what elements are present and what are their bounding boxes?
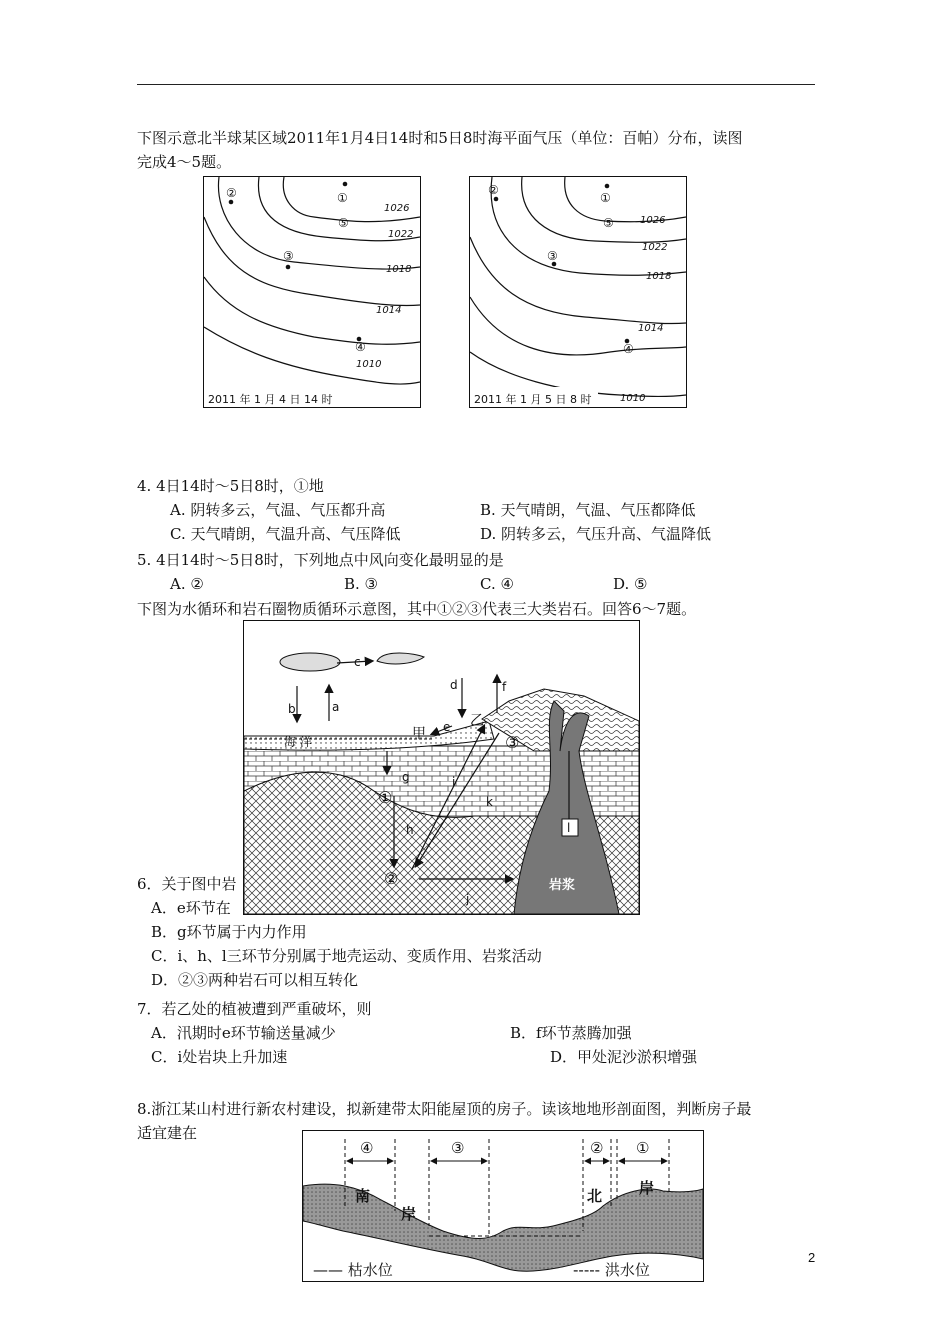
q4-option-c: C. 天气晴朗，气温升高、气压降低 [170, 525, 401, 543]
q7-stem: 7．若乙处的植被遭到严重破坏，则 [137, 1000, 372, 1018]
label-c: c [354, 655, 361, 669]
question-7 [137, 997, 817, 1069]
q4-option-d: D. 阴转多云，气压升高、气温降低 [480, 525, 712, 543]
isobar-label: 1014 [638, 323, 664, 334]
header-rule [137, 84, 815, 85]
isobar-1018 [218, 177, 420, 269]
q6-option-b: B．g环节属于内力作用 [151, 923, 307, 941]
map2-caption: 2011 年 1 月 5 日 8 时 [474, 393, 592, 406]
isobar-label: 1010 [356, 359, 382, 370]
isobar-label: 1018 [646, 271, 672, 282]
terrain-profile-diagram [302, 1130, 704, 1282]
label-b: b [288, 702, 296, 716]
zone-4-label: ④ [360, 1139, 374, 1157]
label-k: k [486, 795, 493, 809]
label-g: g [402, 770, 410, 784]
q7-option-c: C．i处岩块上升加速 [151, 1048, 288, 1066]
point-label: ⑤ [603, 216, 614, 230]
north-label: 北 [587, 1187, 603, 1205]
isobar-label: 1022 [642, 242, 668, 253]
point-label: ③ [283, 249, 294, 263]
q5-option-d: D. ⑤ [613, 575, 648, 593]
point-label: ② [488, 183, 499, 197]
isobar-label: 1022 [388, 229, 414, 240]
question-5 [137, 548, 817, 596]
zone-3-label: ③ [451, 1139, 465, 1157]
point-2-dot [229, 200, 234, 205]
page-number: 2 [808, 1250, 816, 1265]
label-f: f [502, 680, 507, 694]
point-label: ② [226, 186, 237, 200]
point-2-dot [494, 197, 499, 202]
isobar-1018 [491, 177, 686, 275]
terrain-profile-svg [303, 1131, 703, 1281]
cloud-1 [280, 653, 340, 671]
map1-caption: 2011 年 1 月 4 日 14 时 [208, 393, 333, 406]
isobar-label: 1014 [376, 305, 402, 316]
isobar-1026 [565, 177, 686, 222]
shore-2-label: 岸 [639, 1179, 655, 1197]
isobar-map-jan4-svg [204, 177, 420, 407]
zone-2-label: ② [590, 1139, 604, 1157]
point-label: ④ [623, 342, 634, 356]
cloud-2 [377, 653, 424, 664]
q6-stem: 6．关于图中岩 [137, 875, 237, 893]
point-label: ① [337, 191, 348, 205]
isobar-map-jan5 [469, 176, 687, 408]
q4-option-b: B. 天气晴朗，气温、气压都降低 [480, 501, 696, 519]
isobar-1022 [522, 177, 686, 242]
point-1-dot [605, 184, 610, 189]
q7-option-d: D．甲处泥沙淤积增强 [550, 1048, 698, 1066]
intro-paragraph-1 [137, 126, 817, 174]
q8-line-1: 8.浙江某山村进行新农村建设，拟新建带太阳能屋顶的房子。读该地地形剖面图，判断房子最 [137, 1100, 752, 1118]
intro-1-line-1: 下图示意北半球某区域2011年1月4日14时和5日8时海平面气压（单位：百帕）分布，读图 [137, 129, 743, 147]
q5-stem: 5. 4日14时～5日8时，下列地点中风向变化最明显的是 [137, 551, 504, 569]
q4-option-a: A. 阴转多云，气温、气压都升高 [170, 501, 386, 519]
label-a: a [332, 700, 340, 714]
rock-water-cycle-svg [244, 621, 639, 914]
label-e: e [443, 720, 451, 734]
q8-line-2: 适宜建在 [137, 1124, 198, 1142]
label-i: i [452, 775, 456, 789]
q5-option-b: B. ③ [344, 575, 379, 593]
point-label: ④ [355, 340, 366, 354]
q5-option-a: A. ② [170, 575, 204, 593]
intro-1-line-2: 完成4～5题。 [137, 153, 232, 171]
q6-option-c: C．i、h、l三环节分别属于地壳运动、变质作用、岩浆活动 [151, 947, 542, 965]
point-label: ① [600, 191, 611, 205]
q6-option-a: A．e环节在 [151, 899, 231, 917]
q6-option-d: D．②③两种岩石可以相互转化 [151, 971, 359, 989]
label-h: h [406, 823, 414, 837]
label-rock-2: ② [384, 869, 399, 888]
question-4 [137, 474, 817, 546]
point-1-dot [343, 182, 348, 187]
isobar-map-jan4 [203, 176, 421, 408]
south-label: 南 [355, 1187, 371, 1205]
zone-1-label: ① [636, 1139, 650, 1157]
isobar-label: 1010 [620, 393, 646, 404]
intro-paragraph-2: 下图为水循环和岩石圈物质循环示意图，其中①②③代表三大类岩石。回答6～7题。 [137, 600, 697, 618]
label-ocean: 海 洋 [284, 735, 312, 749]
label-yi: 乙 [470, 713, 484, 729]
shore-label: 岸 [401, 1205, 417, 1223]
q7-option-a: A．汛期时e环节输送量减少 [151, 1024, 336, 1042]
label-l: l [567, 821, 571, 835]
isobar-map-jan5-svg [470, 177, 686, 407]
label-d: d [450, 678, 458, 692]
isobar-1026 [283, 177, 420, 222]
rock-water-cycle-diagram [243, 620, 640, 915]
label-rock-1: ① [378, 788, 393, 807]
label-magma: 岩浆 [549, 878, 576, 893]
isobar-label: 1018 [386, 264, 412, 275]
isobar-1010-b [204, 327, 420, 384]
isobar-label: 1026 [384, 203, 410, 214]
q7-option-b: B．f环节蒸腾加强 [510, 1024, 632, 1042]
low-water-legend: —— 枯水位 [313, 1261, 393, 1279]
point-label: ③ [547, 249, 558, 263]
label-rock-3: ③ [505, 733, 520, 752]
label-j: j [466, 892, 470, 906]
point-3-dot [286, 265, 291, 270]
label-jia: 甲 [412, 726, 426, 742]
flood-water-legend: ----- 洪水位 [573, 1261, 650, 1279]
q4-stem: 4. 4日14时～5日8时，①地 [137, 477, 324, 495]
isobar-label: 1026 [640, 215, 666, 226]
q5-option-c: C. ④ [480, 575, 514, 593]
point-label: ⑤ [338, 216, 349, 230]
